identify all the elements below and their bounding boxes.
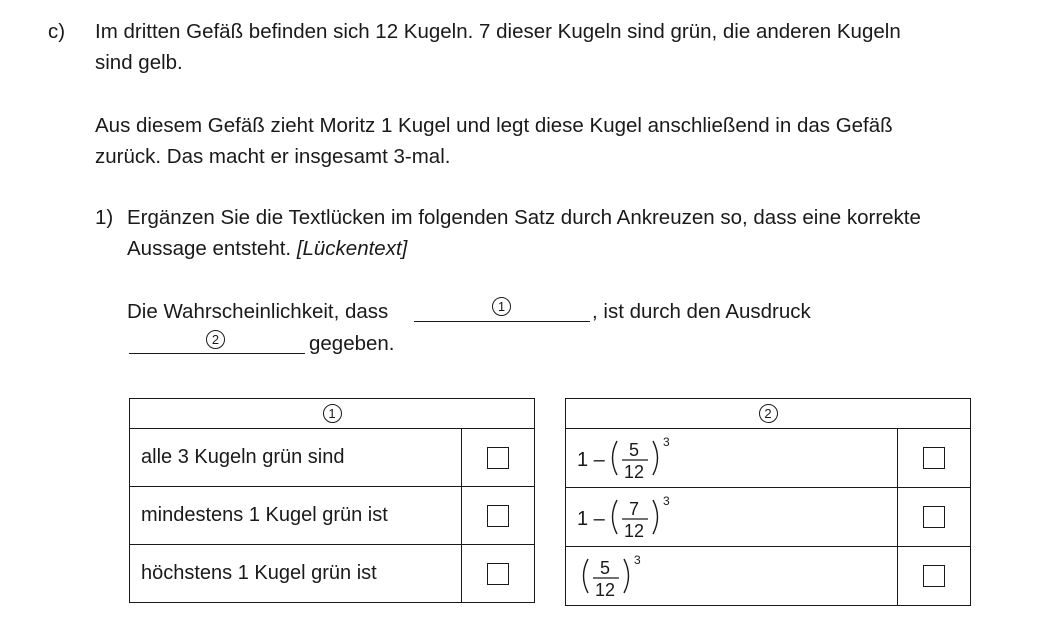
- table-1-header: [130, 399, 535, 429]
- option-1c-cell: [462, 545, 535, 603]
- option-2c-cell: [898, 547, 971, 606]
- expression-2b-prefix: 1 –: [577, 508, 605, 530]
- draw-line-1: Aus diesem Gefäß zieht Moritz 1 Kugel und legt diese Kugel anschließend in das Gefäß: [95, 114, 893, 137]
- expression-2a-svg: [566, 429, 726, 487]
- option-1c-text: höchstens 1 Kugel grün ist: [130, 545, 462, 603]
- expression-2b-numerator: 7: [628, 499, 640, 519]
- sentence-part-3: gegeben.: [309, 332, 395, 355]
- expression-2a-prefix: 1 –: [577, 449, 605, 471]
- right-paren: [653, 441, 658, 475]
- expression-2c-numerator: 5: [599, 558, 611, 578]
- expression-2a-exponent: 3: [663, 435, 670, 449]
- table-1-header-marker: 1: [323, 404, 342, 423]
- right-paren: [653, 500, 658, 534]
- intro-line-2: sind gelb.: [95, 51, 183, 74]
- option-2a-expression: [566, 429, 898, 488]
- option-2c-expression: [566, 547, 898, 606]
- task-line-2: [127, 233, 921, 264]
- option-2b-checkbox[interactable]: [923, 506, 945, 528]
- sentence-part-2: , ist durch den Ausdruck: [592, 300, 811, 323]
- expression-2a-denominator: 12: [623, 462, 645, 482]
- gap-1-line: [414, 321, 590, 322]
- left-paren: [613, 500, 618, 534]
- gap-1-marker: 1: [492, 297, 511, 316]
- draw-line-2: zurück. Das macht er insgesamt 3-mal.: [95, 145, 451, 168]
- gap-2-marker: 2: [206, 330, 225, 349]
- option-2b-expression: [566, 488, 898, 547]
- gap-2-line: [129, 353, 305, 354]
- left-paren: [584, 559, 589, 593]
- task-type-note: [Lückentext]: [296, 237, 408, 260]
- table-row: [130, 487, 535, 545]
- options-table-2: [565, 398, 971, 606]
- table-2-header-marker: 2: [759, 404, 778, 423]
- task-paragraph: [127, 202, 921, 264]
- sentence-part-1: Die Wahrscheinlichkeit, dass: [127, 300, 389, 323]
- option-2a-cell: [898, 429, 971, 488]
- table-row: [566, 488, 971, 547]
- option-2b-cell: [898, 488, 971, 547]
- expression-2b-exponent: 3: [663, 494, 670, 508]
- expression-2c-denominator: 12: [594, 580, 616, 600]
- option-1a-checkbox[interactable]: [487, 447, 509, 469]
- table-2-header: [566, 399, 971, 429]
- expression-2b-denominator: 12: [623, 521, 645, 541]
- option-2a-checkbox[interactable]: [923, 447, 945, 469]
- table-row: [130, 429, 535, 487]
- option-1b-cell: [462, 487, 535, 545]
- table-row: [130, 545, 535, 603]
- intro-line-1: Im dritten Gefäß befinden sich 12 Kugeln. 7 dieser Kugeln sind grün, die anderen Kugeln: [95, 20, 901, 43]
- expression-2c-exponent: 3: [634, 553, 641, 567]
- option-2c-checkbox[interactable]: [923, 565, 945, 587]
- options-table-1: [129, 398, 535, 603]
- intro-paragraph: [95, 16, 901, 78]
- right-paren: [624, 559, 629, 593]
- option-1b-text: mindestens 1 Kugel grün ist: [130, 487, 462, 545]
- option-1c-checkbox[interactable]: [487, 563, 509, 585]
- draw-paragraph: [95, 110, 893, 172]
- option-1a-text: alle 3 Kugeln grün sind: [130, 429, 462, 487]
- task-line-1: Ergänzen Sie die Textlücken im folgenden Satz durch Ankreuzen so, dass eine korrekte: [127, 206, 921, 229]
- task-label: 1): [95, 206, 114, 229]
- left-paren: [613, 441, 618, 475]
- expression-2c-svg: [566, 547, 726, 605]
- option-1a-cell: [462, 429, 535, 487]
- table-row: [566, 429, 971, 488]
- expression-2b-svg: [566, 488, 726, 546]
- task-line-2-text: Aussage entsteht.: [127, 237, 297, 260]
- option-1b-checkbox[interactable]: [487, 505, 509, 527]
- expression-2a-numerator: 5: [628, 440, 640, 460]
- table-row: [566, 547, 971, 606]
- part-label: c): [48, 20, 66, 43]
